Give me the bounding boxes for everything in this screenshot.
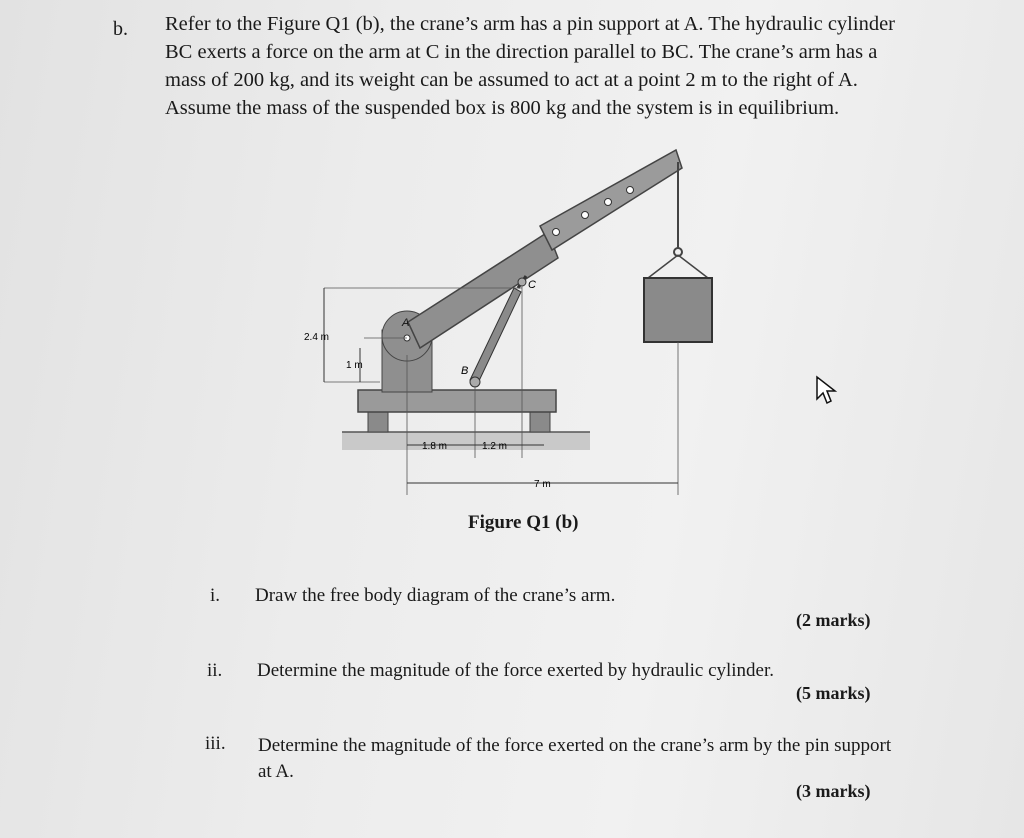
label-1-2m: 1.2 m: [482, 441, 508, 452]
base-leg-left: [368, 410, 388, 432]
label-1-8m: 1.8 m: [422, 441, 448, 452]
subq-3-text: Determine the magnitude of the force exerted on the crane’s arm by the pin support at A.: [258, 735, 892, 782]
subq-1-text: Draw the free body diagram of the crane’s arm.: [255, 585, 616, 606]
mouse-pointer-icon: [815, 375, 839, 405]
label-a: A: [402, 317, 410, 329]
base-leg-right: [530, 410, 550, 432]
label-2-4m: 2.4 m: [304, 332, 330, 343]
crane-figure: [290, 140, 730, 500]
figure-caption: Figure Q1 (b): [468, 512, 579, 533]
subq-1-number: i.: [210, 585, 221, 606]
label-b: B: [461, 365, 469, 377]
subq-2-marks: (5 marks): [796, 683, 871, 703]
question-text: Refer to the Figure Q1 (b), the crane’s arm has a pin support at A. The hydraulic cylinder BC exerts a force on the arm at C in the direction parallel to BC. The crane’s arm has a mass of 200 kg, and its weight can be assumed to act at a point 2 m to the right of A. Assume the mass of the suspended box is 800 kg and the system is in equilibrium.: [165, 13, 896, 119]
label-7m: 7 m: [534, 479, 551, 490]
subq-3-marks: (3 marks): [796, 781, 871, 801]
question-label: b.: [113, 18, 128, 40]
ground: [342, 432, 590, 450]
suspended-box: [644, 278, 712, 342]
subq-3-number: iii.: [205, 733, 226, 754]
pin-b: [470, 377, 480, 387]
label-1m: 1 m: [346, 360, 363, 371]
pin-c: [518, 278, 526, 286]
label-c: C: [528, 279, 536, 291]
subq-1-marks: (2 marks): [796, 610, 871, 630]
subq-2-text: Determine the magnitude of the force exerted by hydraulic cylinder.: [257, 660, 775, 681]
base-platform: [358, 390, 556, 412]
subq-2-number: ii.: [207, 660, 223, 681]
